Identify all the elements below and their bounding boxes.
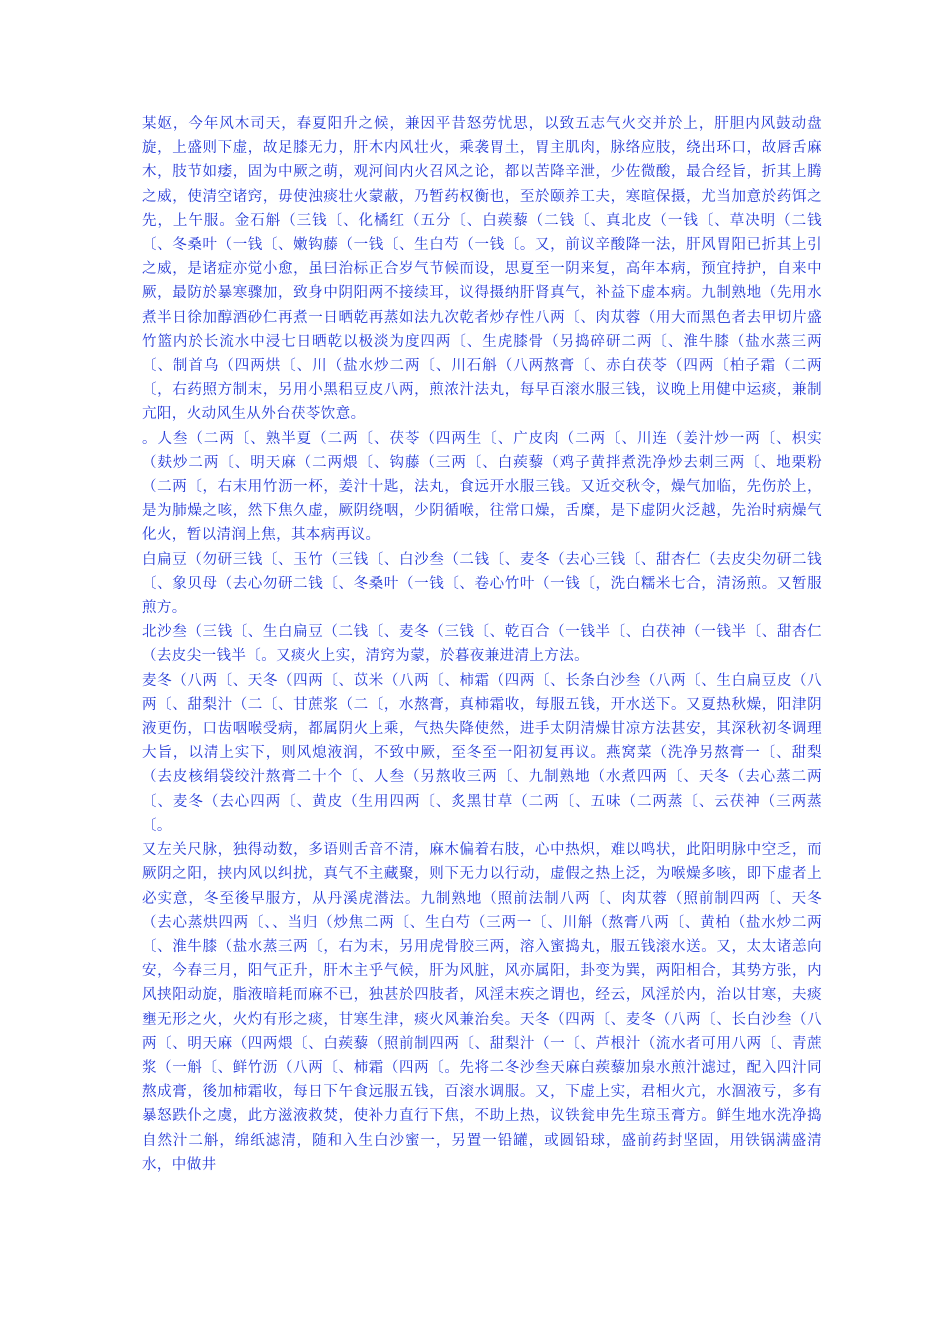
paragraph-4: 北沙叁（三钱〔、生白扁豆（二钱〔、麦冬（三钱〔、乾百合（一钱半〔、白茯神（一钱半〔、甜杏仁（去皮尖一钱半〔。又痰火上实，清窍为蒙，於暮夜兼进清上方法。 bbox=[142, 624, 822, 665]
document-page bbox=[142, 112, 822, 1177]
paragraph-6: 又左关尺脉，独得动数，多语则舌音不清，麻木偏着右肢，心中热炽，难以鸣状，此阳明脉中空乏，而厥阴之阳，挟内风以纠扰，真气不主藏聚，则下无力以行动，虚假之热上泛，为喉燥多咳，即下虚者上必实意，冬至後早服方，从丹溪虎潜法。九制熟地（照前法制八两〔、肉苁蓉（照前制四两〔、天冬（去心蒸烘四两〔、、当归（炒焦二两〔、生白芍（三两一〔、川斛（熬膏八两〔、黄柏（盐水炒二两〔、淮牛膝（盐水蒸三两〔，右为末，另用虎骨胶三两，溶入蜜捣丸，服五钱滚水送。又，太太诸恙向安，今春三月，阳气正升，肝木主乎气候，肝为风脏，风亦属阳，卦变为巽，两阳相合，其势方张，内风挟阳动旋，脂液暗耗而麻不已，独甚於四肢者，风淫末疾之谓也，经云，风淫於内，治以甘寒，夫痰壅无形之火，火灼有形之痰，甘寒生津，痰火风兼治矣。天冬（四两〔、麦冬（八两〔、长白沙叁（八两〔、明天麻（四两煨〔、白蒺藜（照前制四两〔、甜梨汁（一〔、芦根汁（流水者可用八两〔、青蔗浆（一斛〔、鲜竹沥（八两〔、柿霜（四两〔。先将二冬沙叁天麻白蒺藜加泉水煎汁滤过，配入四汁同熬成膏，後加柿霜收，每日下午食远服五钱，百滚水调服。又，下虚上实，君相火亢，水涸液亏，多有暴怒跌仆之虞，此方滋液救焚，使补力直行下焦，不助上热，议铁瓮申先生琼玉膏方。鲜生地水洗净捣自然汁二斛，绵纸滤清，随和入生白沙蜜一，另置一铅罐，或圆铅球，盛前药封坚固，用铁锅满盛清水，中做井 bbox=[142, 842, 822, 1173]
paragraph-3: 白扁豆（勿研三钱〔、玉竹（三钱〔、白沙叁（二钱〔、麦冬（去心三钱〔、甜杏仁（去皮尖勿研二钱〔、象贝母（去心勿研二钱〔、冬桑叶（一钱〔、卷心竹叶（一钱〔，洗白糯米七合，清汤煎。又暂服煎方。 bbox=[142, 551, 822, 617]
paragraph-1: 某妪，今年风木司天，春夏阳升之候，兼因平昔怒劳忧思，以致五志气火交并於上，肝胆内风鼓动盘旋，上盛则下虚，故足膝无力，肝木内风壮火，乘袭胃土，胃主肌肉，脉络应肢，绕出环口，故唇舌麻木，肢节如痿，固为中厥之萌，观河间内火召风之论，都以苦降辛泄，少佐微酸，最合经旨，折其上腾之威，使清空诸窍，毋使浊痰壮火蒙蔽，乃暂药权衡也，至於颐养工夫，寒暄保摄，尤当加意於药饵之先，上午服。金石斛（三钱〔、化橘红（五分〔、白蒺藜（二钱〔、真北皮（一钱〔、草决明（二钱〔、冬桑叶（一钱〔、嫩钩藤（一钱〔、生白芍（一钱〔。又，前议辛酸降一法，肝风胃阳已折其上引之威，是诸症亦觉小愈，虽曰治标正合岁气节候而设，思夏至一阴来复，高年本病，预宜持护，自来中厥，最防於暴寒骤加，致身中阴阳两不接续耳，议得摄纳肝肾真气，补益下虚本病。九制熟地（先用水煮半日徐加醇酒砂仁再煮一日晒乾再蒸如法九次乾者炒存性八两〔、肉苁蓉（用大而黑色者去甲切片盛竹篮内於长流水中浸七日晒乾以极淡为度四两〔、生虎膝骨（另捣碎研二两〔、淮牛膝（盐水蒸三两〔、制首乌（四两烘〔、川（盐水炒二两〔、川石斛（八两熬膏〔、赤白茯苓（四两〔柏子霜（二两〔，右药照方制末，另用小黑稆豆皮八两，煎浓汁法丸，每早百滚水服三钱，议晚上用健中运痰，兼制亢阳，火动风生从外台茯苓饮意。 bbox=[142, 116, 822, 423]
paragraph-5: 麦冬（八两〔、天冬（四两〔、苡米（八两〔、柿霜（四两〔、长条白沙叁（八两〔、生白扁豆皮（八两〔、甜梨汁（二〔、甘蔗浆（二〔，水熬膏，真柿霜收，每服五钱，开水送下。又夏热秋燥，阳津阴液更伤，口齿咽喉受病，都属阴火上乘，气热失降使然，进手太阴清燥甘凉方法甚安，其深秋初冬调理大旨，以清上实下，则风熄液润，不致中厥，至冬至一阳初复再议。燕窝菜（洗净另熬膏一〔、甜梨（去皮核绢袋绞汁熬膏二十个〔、人叁（另熬收三两〔、九制熟地（水煮四两〔、天冬（去心蒸二两〔、麦冬（去心四两〔、黄皮（生用四两〔、炙黑甘草（二两〔、五味（二两蒸〔、云茯神（三两蒸〔。 bbox=[142, 672, 822, 834]
paragraph-2: 。人叁（二两〔、熟半夏（二两〔、茯苓（四两生〔、广皮肉（二两〔、川连（姜汁炒一两〔、枳实（麸炒二两〔、明天麻（二两煨〔、钩藤（三两〔、白蒺藜（鸡子黄拌煮洗净炒去刺三两〔、地栗粉（二两〔，右末用竹沥一杯，姜汁十匙，法丸，食远开水服三钱。又近交秋令，燥气加临，先伤於上，是为肺燥之咳，然下焦久虚，厥阴绕咽，少阴循喉，往常口燥，舌糜，是下虚阴火泛越，先治时病燥气化火，暂以清润上焦，其本病再议。 bbox=[142, 430, 822, 544]
